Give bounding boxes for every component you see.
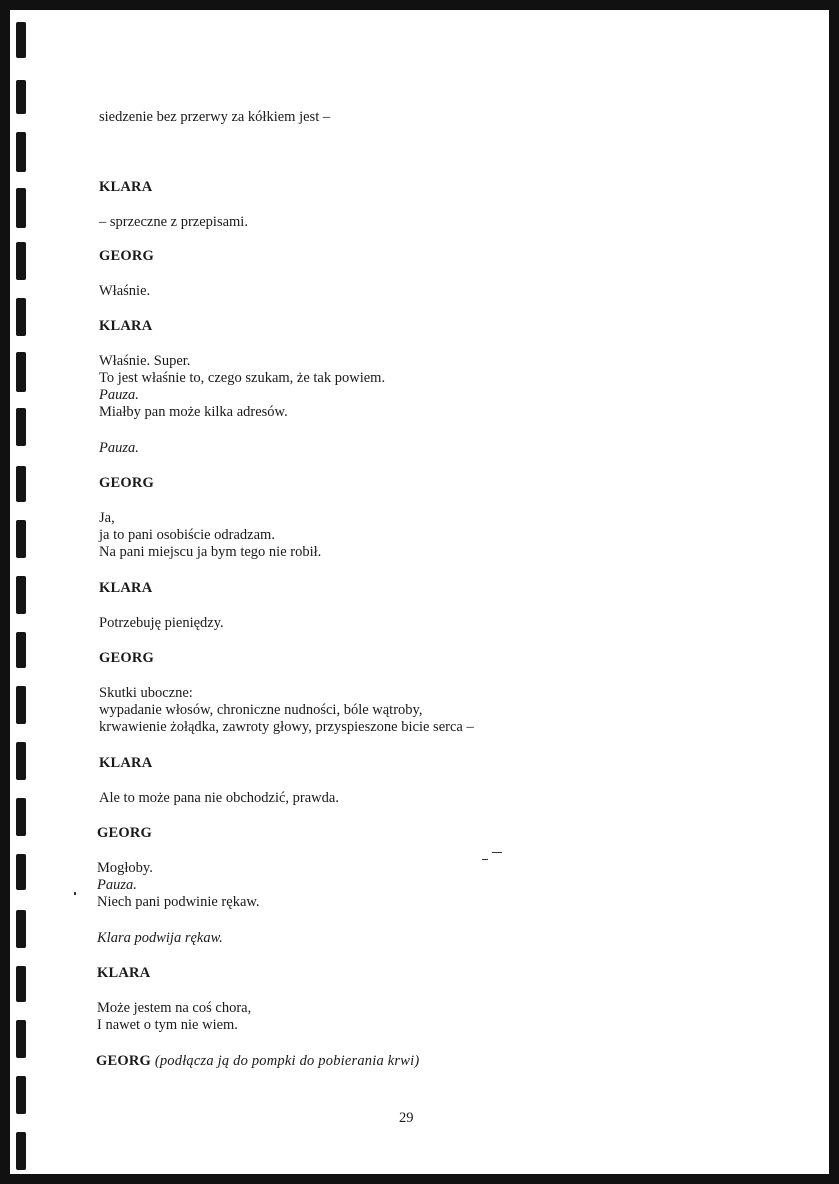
dialogue-line: I nawet o tym nie wiem.	[97, 1017, 238, 1033]
speaker-line	[96, 1053, 419, 1070]
binding-ring	[16, 242, 26, 280]
speaker-name: KLARA	[99, 179, 153, 195]
dialogue-line: Skutki uboczne:	[99, 685, 193, 701]
speaker-name: GEORG	[99, 475, 154, 491]
dialogue-line: Potrzebuję pieniędzy.	[99, 615, 224, 631]
binding-ring	[16, 1020, 26, 1058]
page-number: 29	[399, 1110, 414, 1126]
binding-ring	[16, 966, 26, 1002]
dialogue-line: Niech pani podwinie rękaw.	[97, 894, 260, 910]
dialogue-line: Ale to może pana nie obchodzić, prawda.	[99, 790, 339, 806]
speaker-name: KLARA	[99, 580, 153, 596]
binding-ring	[16, 80, 26, 114]
speaker-name: GEORG	[99, 650, 154, 666]
stage-direction: Pauza.	[99, 387, 139, 403]
scan-speck	[492, 852, 502, 853]
binding-ring	[16, 132, 26, 172]
speaker-name: GEORG	[97, 825, 152, 841]
speaker-name: KLARA	[99, 755, 153, 771]
dialogue-line: Miałby pan może kilka adresów.	[99, 404, 288, 420]
dialogue-line: siedzenie bez przerwy za kółkiem jest –	[99, 109, 331, 125]
stage-direction: (podłącza ją do pompki do pobierania krwi)	[154, 1053, 420, 1069]
binding-ring	[16, 576, 26, 614]
dialogue-line: Ja,	[99, 510, 115, 526]
speaker-name: GEORG	[96, 1053, 151, 1069]
dialogue-line: Mogłoby.	[97, 860, 153, 876]
binding-ring	[16, 188, 26, 228]
binding-ring	[16, 632, 26, 668]
dialogue-line: Właśnie. Super.	[99, 353, 191, 369]
document-page	[10, 10, 829, 1174]
dialogue-line: krwawienie żołądka, zawroty głowy, przyspieszone bicie serca –	[99, 719, 474, 735]
binding-ring	[16, 408, 26, 446]
dialogue-line: Na pani miejscu ja bym tego nie robił.	[99, 544, 322, 560]
speaker-name: GEORG	[99, 248, 154, 264]
dialogue-line: Może jestem na coś chora,	[97, 1000, 252, 1016]
binding-ring	[16, 910, 26, 948]
dialogue-line: wypadanie włosów, chroniczne nudności, bóle wątroby,	[99, 702, 423, 718]
binding-ring	[16, 298, 26, 336]
binding-ring	[16, 686, 26, 724]
stage-direction: Klara podwija rękaw.	[97, 930, 223, 946]
binding-ring	[16, 1076, 26, 1114]
dialogue-line: ja to pani osobiście odradzam.	[99, 527, 275, 543]
binding-ring	[16, 742, 26, 780]
speaker-name: KLARA	[99, 318, 153, 334]
speaker-name: KLARA	[97, 965, 151, 981]
binding-ring	[16, 1132, 26, 1170]
spiral-binding	[14, 10, 30, 1174]
scan-speck	[74, 892, 76, 895]
stage-direction: Pauza.	[97, 877, 137, 893]
binding-ring	[16, 466, 26, 502]
dialogue-line: – sprzeczne z przepisami.	[99, 214, 248, 230]
binding-ring	[16, 22, 26, 58]
binding-ring	[16, 520, 26, 558]
scan-speck	[482, 859, 488, 860]
dialogue-line: Właśnie.	[99, 283, 151, 299]
binding-ring	[16, 854, 26, 890]
binding-ring	[16, 798, 26, 836]
dialogue-line: To jest właśnie to, czego szukam, że tak powiem.	[99, 370, 386, 386]
binding-ring	[16, 352, 26, 392]
stage-direction: Pauza.	[99, 440, 139, 456]
